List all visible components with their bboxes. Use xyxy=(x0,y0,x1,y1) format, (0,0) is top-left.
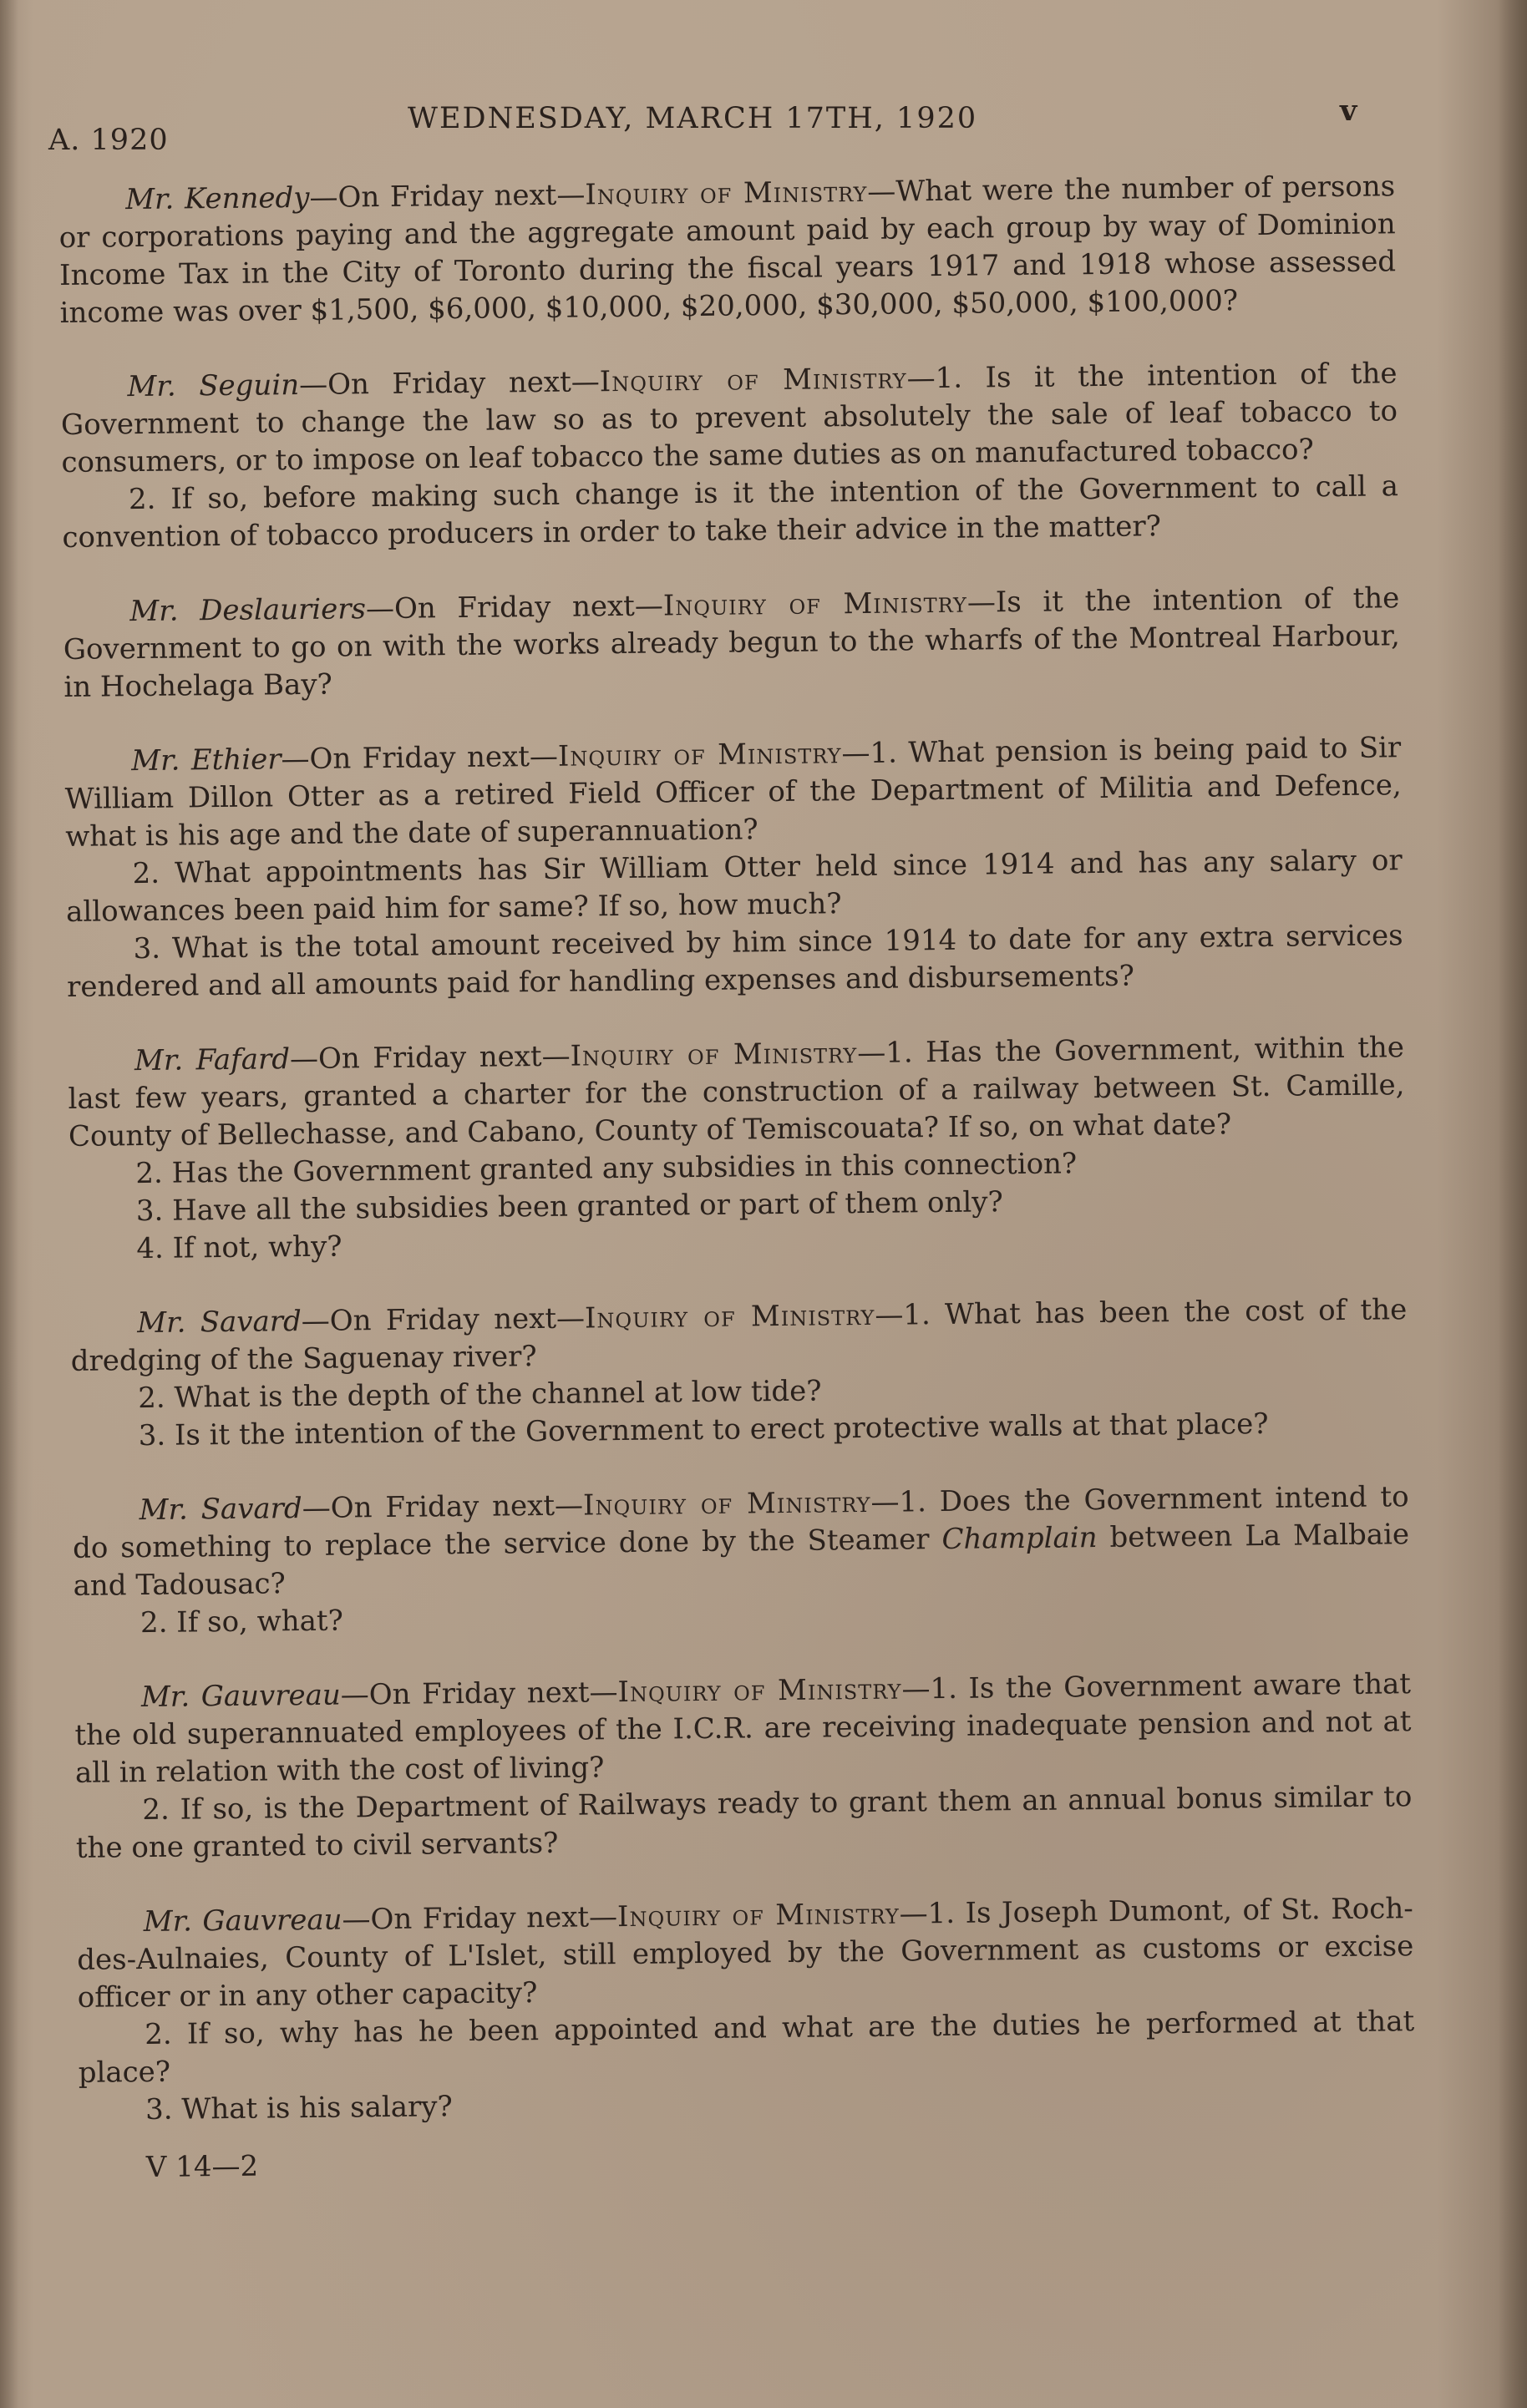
inquiry-paragraph xyxy=(77,1890,1414,2017)
page-number: v xyxy=(1340,94,1358,128)
member-name: Mr. Kennedy xyxy=(125,180,310,217)
inquiry-entry xyxy=(60,355,1398,557)
inquiry-text: —1. Is it the intention of the Government to change the law so as to prevent absolutely the sale of leaf tobacco to consumers, or to impose on leaf tobacco the same duties as on manufactured tobacco? xyxy=(60,357,1398,479)
member-name: Mr. Gauvreau xyxy=(143,1903,342,1939)
notice-intro: —On Friday next— xyxy=(309,178,586,215)
notice-intro: —On Friday next— xyxy=(301,1301,586,1339)
notice-intro: —On Friday next— xyxy=(342,1900,618,1937)
inquiry-heading: Inquiry of Ministry xyxy=(582,1485,871,1523)
inquiry-entry xyxy=(64,729,1403,1006)
notice-intro: —On Friday next— xyxy=(365,589,664,626)
member-name: Mr. Deslauriers xyxy=(129,592,367,629)
inquiry-paragraph xyxy=(68,1029,1405,1156)
member-name: Mr. Savard xyxy=(137,1305,302,1341)
inquiry-subquestion: 2. What appointments has Sir William Otter held since 1914 and has any salary or allowances been paid him for same? If so, how much? xyxy=(65,844,1403,929)
notice-intro: —On Friday next— xyxy=(302,1488,584,1526)
inquiry-text-continued: between La Malbaie and Tadousac? xyxy=(73,1518,1410,1603)
member-name: Mr. Seguin xyxy=(127,368,300,404)
inquiry-entry xyxy=(63,580,1400,707)
member-name: Mr. Ethier xyxy=(131,743,282,778)
inquiry-heading: Inquiry of Ministry xyxy=(616,1897,900,1934)
inquiry-subquestion: 3. What is his salary? xyxy=(145,2090,453,2127)
signature-mark: V 14—2 xyxy=(145,2149,259,2185)
steamer-name: Champlain xyxy=(941,1521,1098,1557)
notice-intro: —On Friday next— xyxy=(289,1039,571,1077)
inquiry-paragraph xyxy=(64,729,1402,856)
inquiry-text: —1. Has the Government, within the last few years, granted a charter for the construction of a railway between St. Camille, County of Bellechasse, and Cabano, County of Temiscouata? If so, on what date? xyxy=(68,1031,1405,1153)
inquiry-subquestion: 4. If not, why? xyxy=(136,1229,342,1266)
inquiry-subquestion: 2. What is the depth of the channel at low tide? xyxy=(138,1374,822,1416)
notice-intro: —On Friday next— xyxy=(298,365,600,402)
inquiry-subquestion: 3. Is it the intention of the Government to erect protective walls at that place? xyxy=(138,1407,1269,1453)
notice-intro: —On Friday next— xyxy=(281,739,559,777)
inquiry-heading: Inquiry of Ministry xyxy=(585,175,868,212)
inquiry-paragraph xyxy=(74,1665,1412,1792)
inquiry-paragraph xyxy=(58,168,1397,332)
inquiry-subquestion: 2. If so, why has he been appointed and what are the duties he performed at that place? xyxy=(78,2005,1415,2090)
inquiry-subquestion: 2. If so, before making such change is it the intention of the Government to call a convention of tobacco producers in order to take their advice in the matter? xyxy=(62,469,1399,555)
inquiry-text: —1. Does the Government intend to do something to replace the service done by the Steamer xyxy=(72,1480,1409,1565)
notice-intro: —On Friday next— xyxy=(340,1675,618,1712)
member-name: Mr. Savard xyxy=(139,1492,302,1528)
inquiry-entry xyxy=(77,1890,1416,2130)
member-name: Mr. Fafard xyxy=(134,1042,291,1078)
inquiry-subquestion: 2. Has the Government granted any subsidies in this connection? xyxy=(135,1147,1078,1191)
inquiry-heading: Inquiry of Ministry xyxy=(584,1298,875,1336)
inquiry-heading: Inquiry of Ministry xyxy=(599,362,907,399)
document-body xyxy=(58,168,1416,2187)
inquiry-paragraph xyxy=(72,1478,1409,1605)
inquiry-subquestion: 2. If so, what? xyxy=(140,1604,344,1640)
inquiry-text: —1. What pension is being paid to Sir William Dillon Otter as a retired Field Officer of the Department of Militia and Defence, what is his age and the date of superannuation? xyxy=(64,731,1402,854)
member-name: Mr. Gauvreau xyxy=(140,1678,342,1715)
inquiry-heading: Inquiry of Ministry xyxy=(570,1037,858,1073)
inquiry-entry xyxy=(74,1665,1413,1868)
inquiry-paragraph xyxy=(63,580,1400,707)
inquiry-entry xyxy=(70,1291,1408,1456)
page-edge-left xyxy=(0,0,18,2408)
session-label: A. 1920 xyxy=(48,124,169,157)
page-edge-right xyxy=(1499,0,1527,2408)
inquiry-subquestion: 2. If so, is the Department of Railways ready to grant them an annual bonus similar to the one granted to civil servants? xyxy=(75,1780,1413,1865)
inquiry-heading: Inquiry of Ministry xyxy=(662,586,968,623)
inquiry-text: —Is it the intention of the Government to go on with the works already begun to the wharfs of the Montreal Harbour, in Hochelaga Bay? xyxy=(63,581,1400,704)
inquiry-heading: Inquiry of Ministry xyxy=(557,737,842,773)
inquiry-entry xyxy=(68,1029,1407,1269)
inquiry-subquestion: 3. Have all the subsidies been granted or part of them only? xyxy=(135,1185,1003,1229)
inquiry-text: —1. Is the Government aware that the old superannuated employees of the I.C.R. are receiving inadequate pension and not at all in relation with the cost of living? xyxy=(74,1667,1412,1790)
inquiry-entry xyxy=(72,1478,1410,1643)
page-date-heading: WEDNESDAY, MARCH 17TH, 1920 xyxy=(408,102,978,135)
inquiry-paragraph xyxy=(60,355,1398,482)
inquiry-text: —What were the number of persons or corporations paying and the aggregate amount paid by each group by way of Dominion Income Tax in the City of Toronto during the fiscal years 1917 and 1918 whose assessed income was over $1,500, $6,000, $10,000, $20,000, $30,000, $50,000, $100,000? xyxy=(58,170,1397,330)
inquiry-entry xyxy=(58,168,1397,332)
inquiry-subquestion: 3. What is the total amount received by him since 1914 to date for any extra services rendered and all amounts paid for handling expenses and disbursements? xyxy=(66,919,1403,1004)
inquiry-heading: Inquiry of Ministry xyxy=(617,1672,902,1710)
page-header xyxy=(48,94,1358,157)
inquiry-text: —1. What has been the cost of the dredging of the Saguenay river? xyxy=(70,1293,1408,1378)
inquiry-paragraph xyxy=(70,1291,1408,1381)
inquiry-text: —1. Is Joseph Dumont, of St. Roch-des-Aulnaies, County of L'Islet, still employed by the Government as customs or excise officer or in any other capacity? xyxy=(77,1892,1414,2015)
